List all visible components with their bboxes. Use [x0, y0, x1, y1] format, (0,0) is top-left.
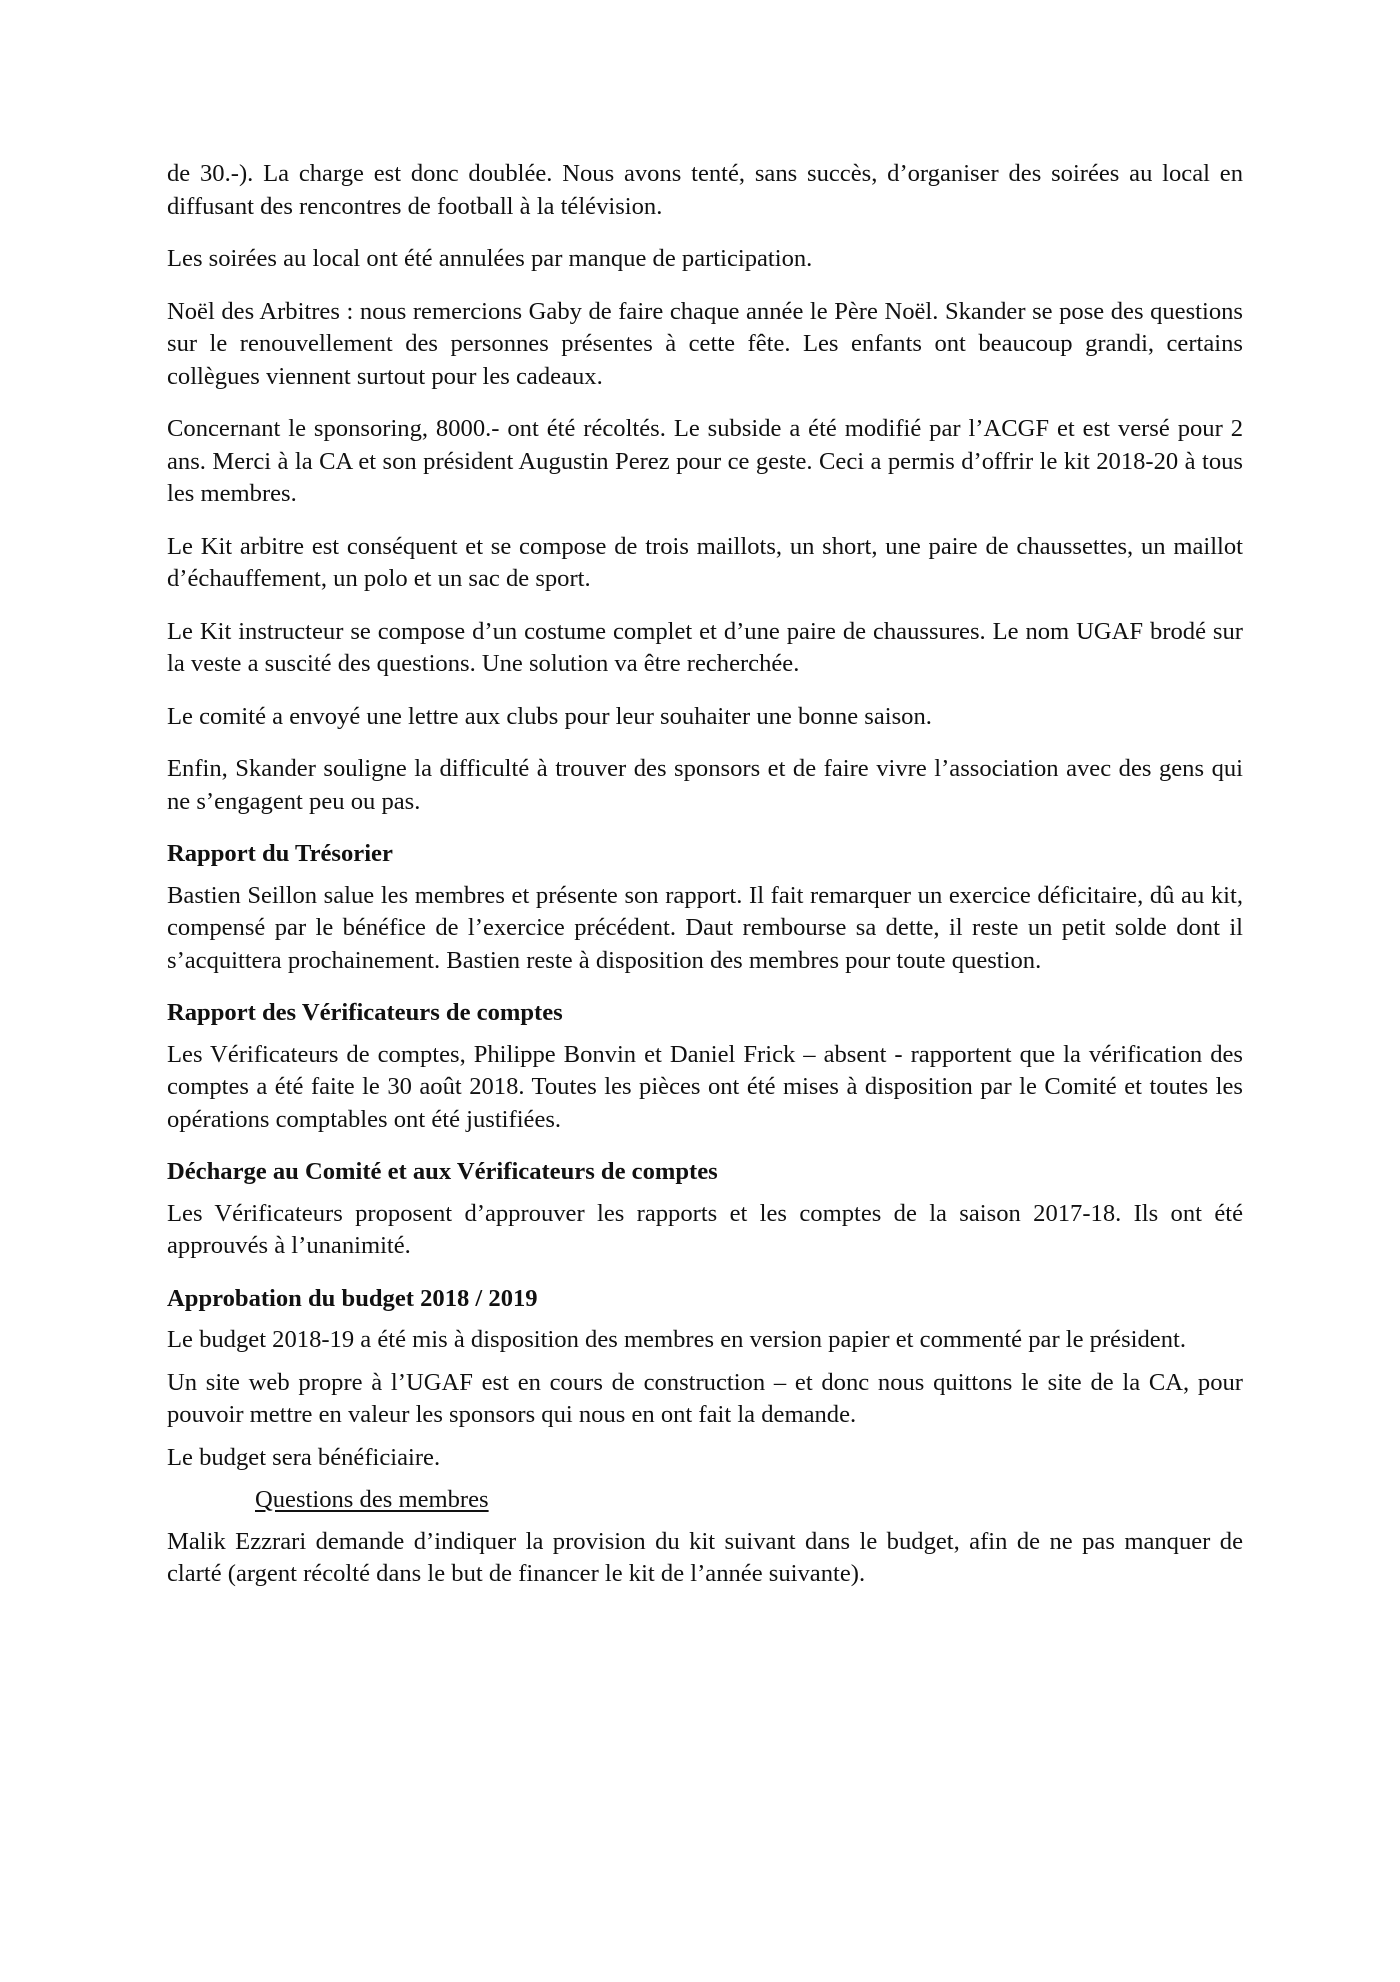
paragraph-rapport-verificateurs: Les Vérificateurs de comptes, Philippe Bonvin et Daniel Frick – absent - rapportent que la vérification des comptes a été faite le 30 août 2018. Toutes les pièces ont été mises à disposition par le Comité et toutes les opérations comptables ont été justifiées. — [167, 1040, 1243, 1133]
paragraph-rapport-tresorier: Bastien Seillon salue les membres et présente son rapport. Il fait remarquer un exercice déficitaire, dû au kit, compensé par le bénéfice de l’exercice précédent. Daut rembourse sa dette, il reste un petit solde dont il s’acquittera prochainement. Bastien reste à disposition des membres pour toute question. — [167, 881, 1243, 974]
paragraph-noel-arbitres: Noël des Arbitres : nous remercions Gaby de faire chaque année le Père Noël. Skander se pose des questions sur le renouvellement des personnes présentes à cette fête. Les enfants ont beaucoup grandi, certains collègues viennent surtout pour les cadeaux. — [167, 297, 1243, 390]
subheading-questions-membres: Questions des membres — [255, 1486, 489, 1513]
paragraph-site-web: Un site web propre à l’UGAF est en cours de construction – et donc nous quittons le site de la CA, pour pouvoir mettre en valeur les sponsors qui nous en ont fait la demande. — [167, 1368, 1243, 1428]
document-page — [167, 158, 1243, 1611]
heading-rapport-tresorier: Rapport du Trésorier — [167, 840, 393, 867]
heading-approbation-budget: Approbation du budget 2018 / 2019 — [167, 1284, 538, 1312]
paragraph-decharge: Les Vérificateurs proposent d’approuver les rapports et les comptes de la saison 2017-18. Ils ont été approuvés à l’unanimité. — [167, 1199, 1243, 1259]
paragraph-sponsoring: Concernant le sponsoring, 8000.- ont été récoltés. Le subside a été modifié par l’ACGF et est versé pour 2 ans. Merci à la CA et son président Augustin Perez pour ce geste. Ceci a permis d’offrir le kit 2018-20 à tous les membres. — [167, 415, 1243, 507]
paragraph-sponsors-difficulte: Enfin, Skander souligne la difficulté à trouver des sponsors et de faire vivre l’association avec des gens qui ne s’engagent peu ou pas. — [167, 755, 1243, 815]
paragraph-lettre-clubs: Le comité a envoyé une lettre aux clubs pour leur souhaiter une bonne saison. — [167, 702, 932, 730]
paragraph-soirees-annulees: Les soirées au local ont été annulées par manque de participation. — [167, 245, 813, 272]
heading-decharge: Décharge au Comité et aux Vérificateurs de comptes — [167, 1158, 718, 1185]
paragraph-question-malik: Malik Ezzrari demande d’indiquer la provision du kit suivant dans le budget, afin de ne pas manquer de clarté (argent récolté dans le but de financer le kit de l’année suivante). — [167, 1527, 1243, 1587]
paragraph-budget-beneficiaire: Le budget sera bénéficiaire. — [167, 1443, 441, 1471]
paragraph-kit-arbitre: Le Kit arbitre est conséquent et se compose de trois maillots, un short, une paire de chaussettes, un maillot d’échauffement, un polo et un sac de sport. — [167, 532, 1243, 592]
paragraph-charge-doublee: de 30.-). La charge est donc doublée. Nous avons tenté, sans succès, d’organiser des soirées au local en diffusant des rencontres de football à la télévision. — [167, 160, 1243, 220]
heading-rapport-verificateurs: Rapport des Vérificateurs de comptes — [167, 999, 563, 1026]
paragraph-budget-papier: Le budget 2018-19 a été mis à disposition des membres en version papier et commenté par le président. — [167, 1326, 1186, 1353]
paragraph-kit-instructeur: Le Kit instructeur se compose d’un costume complet et d’une paire de chaussures. Le nom UGAF brodé sur la veste a suscité des questions. Une solution va être recherchée. — [167, 617, 1243, 677]
